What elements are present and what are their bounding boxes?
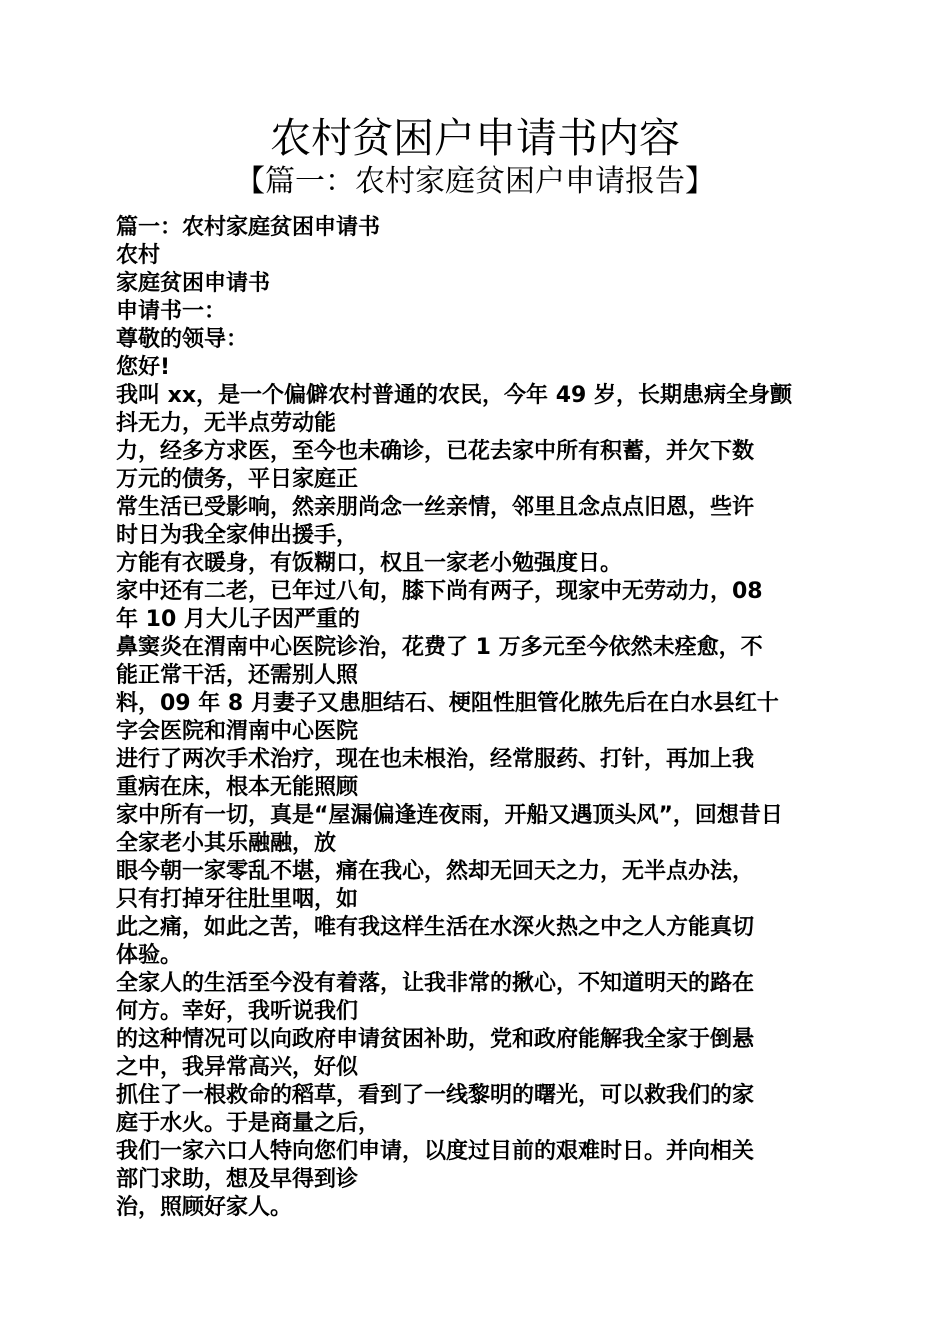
paragraph-line: 之中，我异常高兴，好似 xyxy=(116,1055,359,1080)
paragraph-line: 我叫 xx，是一个偏僻农村普通的农民，今年 49 岁，长期患病全身颤 xyxy=(116,383,792,408)
paragraph-line: 进行了两次手术治疗，现在也未根治，经常服药、打针，再加上我 xyxy=(116,747,755,772)
document-title: 农村贫困户申请书内容 xyxy=(270,114,680,162)
paragraph-line: 家中所有一切，真是“屋漏偏逢连夜雨，开船又遇顶头风”，回想昔日 xyxy=(116,803,783,828)
paragraph-line: 您好! xyxy=(116,355,171,380)
paragraph-line: 体验。 xyxy=(116,943,183,968)
paragraph-line: 抖无力，无半点劳动能 xyxy=(116,411,337,436)
paragraph-line: 此之痛，如此之苦，唯有我这样生活在水深火热之中之人方能真切 xyxy=(116,915,755,940)
paragraph-line: 的这种情况可以向政府申请贫困补助，党和政府能解我全家于倒悬 xyxy=(116,1027,755,1052)
paragraph-line: 家庭贫困申请书 xyxy=(116,271,271,296)
paragraph-line: 家中还有二老，已年过八旬，膝下尚有两子，现家中无劳动力，08 xyxy=(116,579,763,604)
paragraph-line: 万元的债务，平日家庭正 xyxy=(116,467,359,492)
paragraph-line: 料，09 年 8 月妻子又患胆结石、梗阻性胆管化脓先后在白水县红十 xyxy=(116,691,779,716)
paragraph-line: 农村 xyxy=(116,243,161,268)
paragraph-line: 力，经多方求医，至今也未确诊，已花去家中所有积蓄，并欠下数 xyxy=(116,439,755,464)
paragraph-line: 庭于水火。于是商量之后， xyxy=(116,1111,381,1136)
document-subtitle: 【篇一：农村家庭贫困户申请报告】 xyxy=(235,164,715,199)
paragraph-line: 治，照顾好家人。 xyxy=(116,1195,293,1220)
paragraph-line: 鼻窦炎在渭南中心医院诊治，花费了 1 万多元至今依然未痊愈，不 xyxy=(116,635,763,660)
paragraph-line: 只有打掉牙往肚里咽，如 xyxy=(116,887,359,912)
paragraph-line: 抓住了一根救命的稻草，看到了一线黎明的曙光，可以救我们的家 xyxy=(116,1083,755,1108)
paragraph-line: 重病在床，根本无能照顾 xyxy=(116,775,359,800)
paragraph-line: 常生活已受影响，然亲朋尚念一丝亲情，邻里且念点点旧恩，些许 xyxy=(116,495,755,520)
paragraph-line: 全家老小其乐融融，放 xyxy=(116,831,337,856)
paragraph-line: 字会医院和渭南中心医院 xyxy=(116,719,359,744)
paragraph-line: 眼今朝一家零乱不堪，痛在我心，然却无回天之力，无半点办法， xyxy=(116,859,755,884)
paragraph-line: 年 10 月大儿子因严重的 xyxy=(116,607,360,632)
paragraph-line: 我们一家六口人特向您们申请，以度过目前的艰难时日。并向相关 xyxy=(116,1139,755,1164)
paragraph-line: 篇一：农村家庭贫困申请书 xyxy=(116,215,381,240)
paragraph-line: 部门求助，想及早得到诊 xyxy=(116,1167,359,1192)
paragraph-line: 何方。幸好，我听说我们 xyxy=(116,999,359,1024)
paragraph-line: 能正常干活，还需别人照 xyxy=(116,663,359,688)
document-body xyxy=(116,214,836,1222)
paragraph-line: 全家人的生活至今没有着落，让我非常的揪心，不知道明天的路在 xyxy=(116,971,755,996)
paragraph-line: 方能有衣暖身，有饭糊口，权且一家老小勉强度日。 xyxy=(116,551,623,576)
paragraph-line: 时日为我全家伸出援手， xyxy=(116,523,359,548)
paragraph-line: 尊敬的领导： xyxy=(116,327,249,352)
paragraph-line: 申请书一： xyxy=(116,299,227,324)
